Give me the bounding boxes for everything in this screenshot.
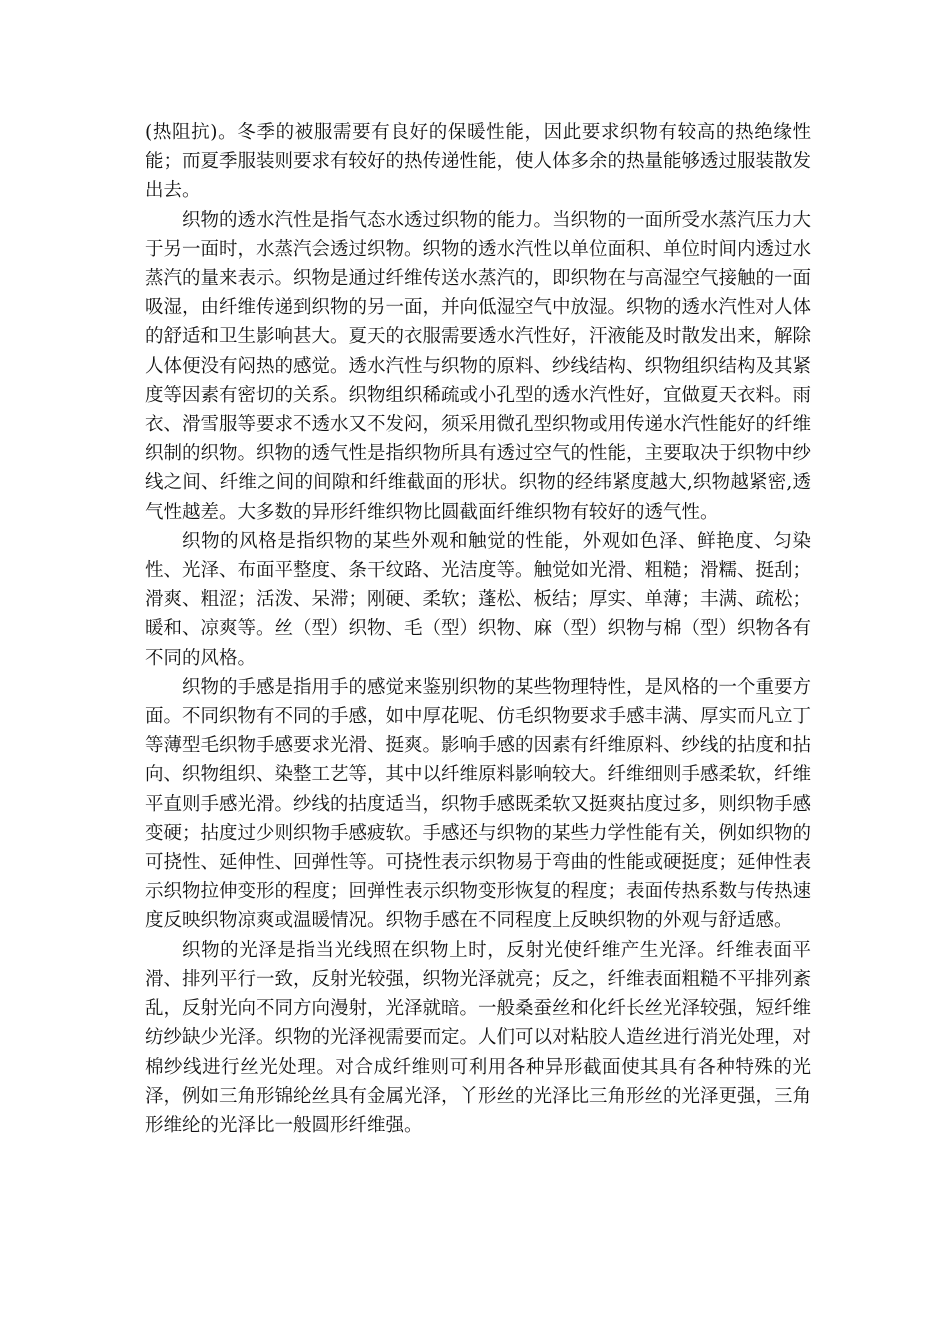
paragraph-fabric-style: 织物的风格是指织物的某些外观和触觉的性能，外观如色泽、鲜艳度、匀染性、光泽、布面平整度、条干纹路、光洁度等。触觉如光滑、粗糙；滑糯、挺刮；滑爽、粗涩；活泼、呆滞；刚硬、柔软；蓬松、板结；厚实、单薄；丰满、疏松；暖和、凉爽等。丝（型）织物、毛（型）织物、麻（型）织物与棉（型）织物各有不同的风格。	[145, 530, 812, 669]
document-body	[145, 118, 811, 1140]
paragraph-fabric-luster: 织物的光泽是指当光线照在织物上时，反射光使纤维产生光泽。纤维表面平滑、排列平行一致，反射光较强，织物光泽就亮；反之，纤维表面粗糙不平排列紊乱，反射光向不同方向漫射，光泽就暗。一般桑蚕丝和化纤长丝光泽较强，短纤维纺纱缺少光泽。织物的光泽视需要而定。人们可以对粘胶人造丝进行消光处理，对棉纱线进行丝光处理。对合成纤维则可利用各种异形截面使其具有各种特殊的光泽，例如三角形锦纶丝具有金属光泽，丫形丝的光泽比三角形丝的光泽更强，三角形维纶的光泽比一般圆形纤维强。	[145, 939, 812, 1136]
paragraph-water-vapor-permeability: 织物的透水汽性是指气态水透过织物的能力。当织物的一面所受水蒸汽压力大于另一面时，水蒸汽会透过织物。织物的透水汽性以单位面积、单位时间内透过水蒸汽的量来表示。织物是通过纤维传送水蒸汽的，即织物在与高湿空气接触的一面吸湿，由纤维传递到织物的另一面，并向低湿空气中放湿。织物的透水汽性对人体的舒适和卫生影响甚大。夏天的衣服需要透水汽性好，汗液能及时散发出来，解除人体便没有闷热的感觉。透水汽性与织物的原料、纱线结构、织物组织结构及其紧度等因素有密切的关系。织物组织稀疏或小孔型的透水汽性好，宜做夏天衣料。雨衣、滑雪服等要求不透水又不发闷，须采用微孔型织物或用传递水汽性能好的纤维织制的织物。织物的透气性是指织物所具有透过空气的性能，主要取决于织物中纱线之间、纤维之间的间隙和纤维截面的形状。织物的经纬紧度越大,织物越紧密,透气性越差。大多数的异形纤维织物比圆截面纤维织物有较好的透气性。	[145, 209, 812, 523]
paragraph-thermal-resistance: (热阻抗)。冬季的被服需要有良好的保暖性能，因此要求织物有较高的热绝缘性能；而夏季服装则要求有较好的热传递性能，使人体多余的热量能够透过服装散发出去。	[145, 122, 812, 202]
paragraph-fabric-hand-feel: 织物的手感是指用手的感觉来鉴别织物的某些物理特性，是风格的一个重要方面。不同织物有不同的手感，如中厚花呢、仿毛织物要求手感丰满、厚实而凡立丁等薄型毛织物手感要求光滑、挺爽。影响手感的因素有纤维原料、纱线的拈度和拈向、织物组织、染整工艺等，其中以纤维原料影响较大。纤维细则手感柔软，纤维平直则手感光滑。纱线的拈度适当，织物手感既柔软又挺爽拈度过多，则织物手感变硬；拈度过少则织物手感疲软。手感还与织物的某些力学性能有关，例如织物的可挠性、延伸性、回弹性等。可挠性表示织物易于弯曲的性能或硬挺度；延伸性表示织物拉伸变形的程度；回弹性表示织物变形恢复的程度；表面传热系数与传热速度反映织物凉爽或温暖情况。织物手感在不同程度上反映织物的外观与舒适感。	[145, 676, 812, 932]
